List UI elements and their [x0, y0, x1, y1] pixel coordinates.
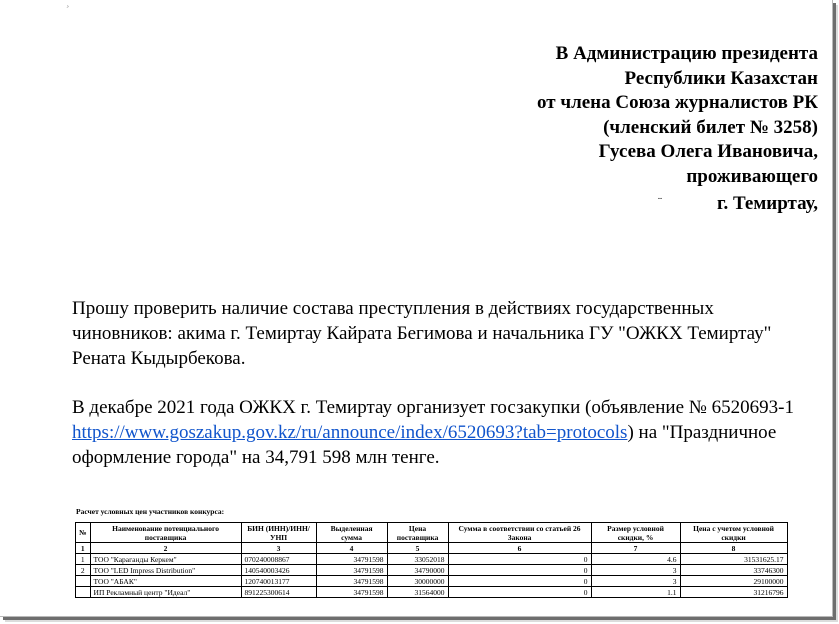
discount-percent: 3 — [591, 576, 680, 587]
column-header: Размер условной скидки, % — [591, 523, 680, 543]
column-number: 2 — [90, 543, 241, 554]
addressee-block — [537, 42, 818, 217]
table-row — [76, 587, 788, 598]
table-title: Расчет условных цен участников конкурса: — [76, 507, 225, 516]
discount-percent: 1.1 — [591, 587, 680, 598]
addressee-line: проживающего — [686, 165, 818, 187]
final-price: 33746300 — [680, 565, 787, 576]
supplier-price: 30000000 — [387, 576, 448, 587]
column-number: 1 — [76, 543, 91, 554]
row-number: 1 — [76, 554, 91, 565]
supplier-price: 34790000 — [387, 565, 448, 576]
article26-sum: 0 — [448, 587, 591, 598]
paragraph-procurement-end: ) на "Праздничное оформление города" на 34,791 598 млн тенге. — [72, 422, 777, 468]
column-number: 5 — [387, 543, 448, 554]
city-marker: ¨ — [657, 194, 662, 208]
city-text: г. Темиртау, — [716, 193, 818, 214]
table-row — [76, 576, 788, 587]
addressee-line: (членский билет № 3258) — [603, 116, 818, 138]
final-price: 31531625.17 — [680, 554, 787, 565]
supplier-bin: 140540003426 — [241, 565, 316, 576]
supplier-name: ТОО "LED Impress Distribution" — [90, 565, 241, 576]
allocated-sum: 34791598 — [316, 554, 387, 565]
column-number: 6 — [448, 543, 591, 554]
supplier-name: ТОО "АБАК" — [90, 576, 241, 587]
letter-body — [72, 296, 817, 494]
allocated-sum: 34791598 — [316, 576, 387, 587]
addressee-line: от члена Союза журналистов РК — [537, 92, 818, 113]
allocated-sum: 34791598 — [316, 587, 387, 598]
column-header: № — [76, 523, 91, 543]
row-number — [76, 576, 91, 587]
paragraph-procurement — [72, 395, 817, 470]
supplier-price: 33052018 — [387, 554, 448, 565]
table-row — [76, 565, 788, 576]
addressee-line: В Администрацию президента — [555, 43, 818, 64]
column-header: Цена с учетом условной скидки — [680, 523, 787, 543]
column-number: 4 — [316, 543, 387, 554]
column-number-row — [76, 543, 788, 554]
column-number: 8 — [680, 543, 787, 554]
bids-table — [75, 522, 788, 598]
supplier-bin: 120740013177 — [241, 576, 316, 587]
discount-percent: 4.6 — [591, 554, 680, 565]
column-header: Сумма в соответствии со статьей 26 Закона — [448, 523, 591, 543]
row-number — [76, 587, 91, 598]
column-number: 3 — [241, 543, 316, 554]
discount-percent: 3 — [591, 565, 680, 576]
column-header: БИН (ИНН)/ИНН/ УНП — [241, 523, 316, 543]
column-header: Цена поставщика — [387, 523, 448, 543]
article26-sum: 0 — [448, 565, 591, 576]
final-price: 31216796 — [680, 587, 787, 598]
supplier-price: 31564000 — [387, 587, 448, 598]
allocated-sum: 34791598 — [316, 565, 387, 576]
city-line — [537, 189, 818, 217]
row-number: 2 — [76, 565, 91, 576]
supplier-bin: 070240008867 — [241, 554, 316, 565]
column-header: Выделенная сумма — [316, 523, 387, 543]
table-row — [76, 554, 788, 565]
column-header: Наименование потенциального поставщика — [90, 523, 241, 543]
addressee-line: Гусева Олега Ивановича, — [598, 141, 818, 162]
article26-sum: 0 — [448, 554, 591, 565]
table-header-row — [76, 523, 788, 543]
supplier-bin: 891225300614 — [241, 587, 316, 598]
addressee-line: Республики Казахстан — [624, 67, 818, 89]
paragraph-request: Прошу проверить наличие состава преступления в действиях государственных чиновников: акима г. Темиртау Кайрата Бегимова и начальника ГУ "ОЖКХ Темиртау" Рената Кыдырбекова. — [72, 298, 772, 369]
page-corner-mark: ¸ — [66, 0, 70, 8]
supplier-name: ИП Рекламный центр "Идеал" — [90, 587, 241, 598]
paragraph-procurement-start: В декабре 2021 года ОЖКХ г. Темиртау организует госзакупки (объявление № 6520693-1 — [72, 397, 794, 418]
procurement-link[interactable]: https://www.goszakup.gov.kz/ru/announce/index/6520693?tab=protocols — [72, 422, 628, 443]
column-number: 7 — [591, 543, 680, 554]
supplier-name: ТОО "Караганды Керкем" — [90, 554, 241, 565]
final-price: 29100000 — [680, 576, 787, 587]
article26-sum: 0 — [448, 576, 591, 587]
